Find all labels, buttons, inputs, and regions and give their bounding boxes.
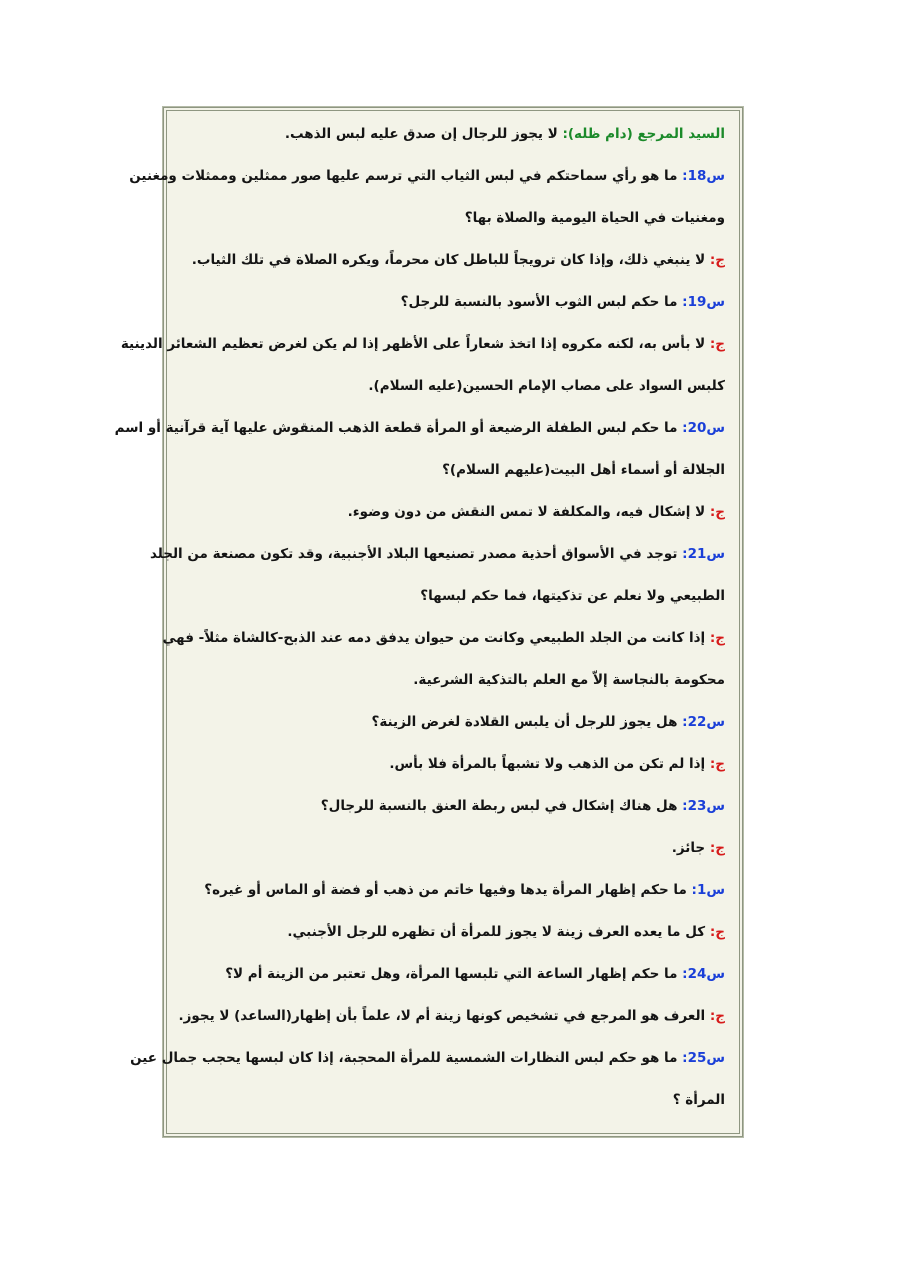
- text-line: [130, 1043, 725, 1085]
- text-line: [187, 455, 725, 497]
- text-line: [187, 371, 725, 413]
- line-text: ومغنيات في الحياة اليومية والصلاة بها؟: [464, 210, 725, 226]
- line-text: هل يجوز للرجل أن يلبس القلادة لغرض الزينة؟: [371, 714, 683, 730]
- line-text: كل ما يعده العرف زينة لا يجوز للمرأة أن تظهره للرجل الأجنبي.: [287, 924, 710, 940]
- text-line: [187, 287, 725, 329]
- line-text: ما هو رأي سماحتكم في لبس الثياب التي ترسم عليها صور ممثلين وممثلات ومغنين: [129, 168, 683, 184]
- text-line: [129, 161, 725, 203]
- answer-label: ج:: [709, 504, 725, 520]
- line-text: لا بأس به، لكنه مكروه إذا اتخذ شعاراً على الأظهر إذا لم يكن لغرض تعظيم الشعائر الدينية: [120, 336, 710, 352]
- text-line: [162, 623, 725, 665]
- question-label: س25:: [682, 1050, 725, 1066]
- line-text: هل هناك إشكال في لبس ربطة العنق بالنسبة للرجال؟: [320, 798, 683, 814]
- question-label: س21:: [682, 546, 725, 562]
- question-label: س1:: [691, 882, 725, 898]
- answer-label: ج:: [709, 252, 725, 268]
- text-line: [187, 917, 725, 959]
- answer-label: ج:: [709, 336, 725, 352]
- line-text: المرأة ؟: [672, 1092, 725, 1108]
- text-line: [187, 791, 725, 833]
- line-text: لا إشكال فيه، والمكلفة لا تمس النقش من دون وضوء.: [347, 504, 710, 520]
- answer-label: ج:: [709, 924, 725, 940]
- question-label: س19:: [682, 294, 725, 310]
- question-label: س22:: [682, 714, 725, 730]
- line-text: ما حكم إظهار الساعة التي تلبسها المرأة، وهل تعتبر من الزينة أم لا؟: [225, 966, 683, 982]
- line-text: ما حكم إظهار المرأة يدها وفيها خاتم من ذهب أو فضة أو الماس أو غيره؟: [204, 882, 692, 898]
- text-line: [178, 1001, 725, 1043]
- text-line: [187, 581, 725, 623]
- text-line: [149, 539, 725, 581]
- line-text: ما حكم لبس الطفلة الرضيعة أو المرأة قطعة الذهب المنقوش عليها آية قرآنية أو اسم: [114, 420, 683, 436]
- text-line: [187, 749, 725, 791]
- line-text: محكومة بالنجاسة إلاّ مع العلم بالتذكية الشرعية.: [413, 672, 725, 688]
- text-line: [187, 119, 725, 161]
- line-text: لا ينبغي ذلك، وإذا كان ترويجاً للباطل كان محرماً، ويكره الصلاة في تلك الثياب.: [191, 252, 710, 268]
- text-line: [187, 707, 725, 749]
- line-text: العرف هو المرجع في تشخيص كونها زينة أم لا، علماً بأن إظهار(الساعد) لا يجوز.: [178, 1008, 710, 1024]
- answer-label: ج:: [709, 630, 725, 646]
- question-label: س18:: [682, 168, 725, 184]
- text-line: [114, 413, 725, 455]
- line-text: ما هو حكم لبس النظارات الشمسية للمرأة المحجبة، إذا كان لبسها يحجب جمال عين: [130, 1050, 683, 1066]
- line-text: الطبيعي ولا نعلم عن تذكيتها، فما حكم لبسها؟: [420, 588, 725, 604]
- line-text: إذا لم تكن من الذهب ولا تشبهاً بالمرأة فلا بأس.: [389, 756, 710, 772]
- answer-label: ج:: [709, 840, 725, 856]
- answer-label: ج:: [709, 1008, 725, 1024]
- text-line: [187, 875, 725, 917]
- document-body: [114, 119, 725, 1127]
- reference-label: السيد المرجع (دام ظله):: [562, 126, 725, 142]
- document-frame: [114, 107, 743, 1137]
- line-text: توجد في الأسواق أحذية مصدر تصنيعها البلاد الأجنبية، وقد تكون مصنعة من الجلد: [149, 546, 683, 562]
- text-line: [187, 1085, 725, 1127]
- question-label: س20:: [682, 420, 725, 436]
- text-line: [120, 329, 725, 371]
- question-label: س23:: [682, 798, 725, 814]
- text-line: [187, 497, 725, 539]
- line-text: إذا كانت من الجلد الطبيعي وكانت من حيوان يدفق دمه عند الذبح-كالشاة مثلاً- فهي: [162, 630, 710, 646]
- line-text: ما حكم لبس الثوب الأسود بالنسبة للرجل؟: [400, 294, 683, 310]
- text-line: [187, 665, 725, 707]
- line-text: الجلالة أو أسماء أهل البيت(عليهم السلام)؟: [442, 462, 725, 478]
- line-text: لا يجوز للرجال إن صدق عليه لبس الذهب.: [284, 126, 563, 142]
- line-text: كلبس السواد على مصاب الإمام الحسين(عليه السلام).: [368, 378, 725, 394]
- text-line: [187, 245, 725, 287]
- line-text: جائز.: [671, 840, 710, 856]
- question-label: س24:: [682, 966, 725, 982]
- text-line: [187, 203, 725, 245]
- text-line: [187, 959, 725, 1001]
- answer-label: ج:: [709, 756, 725, 772]
- text-line: [187, 833, 725, 875]
